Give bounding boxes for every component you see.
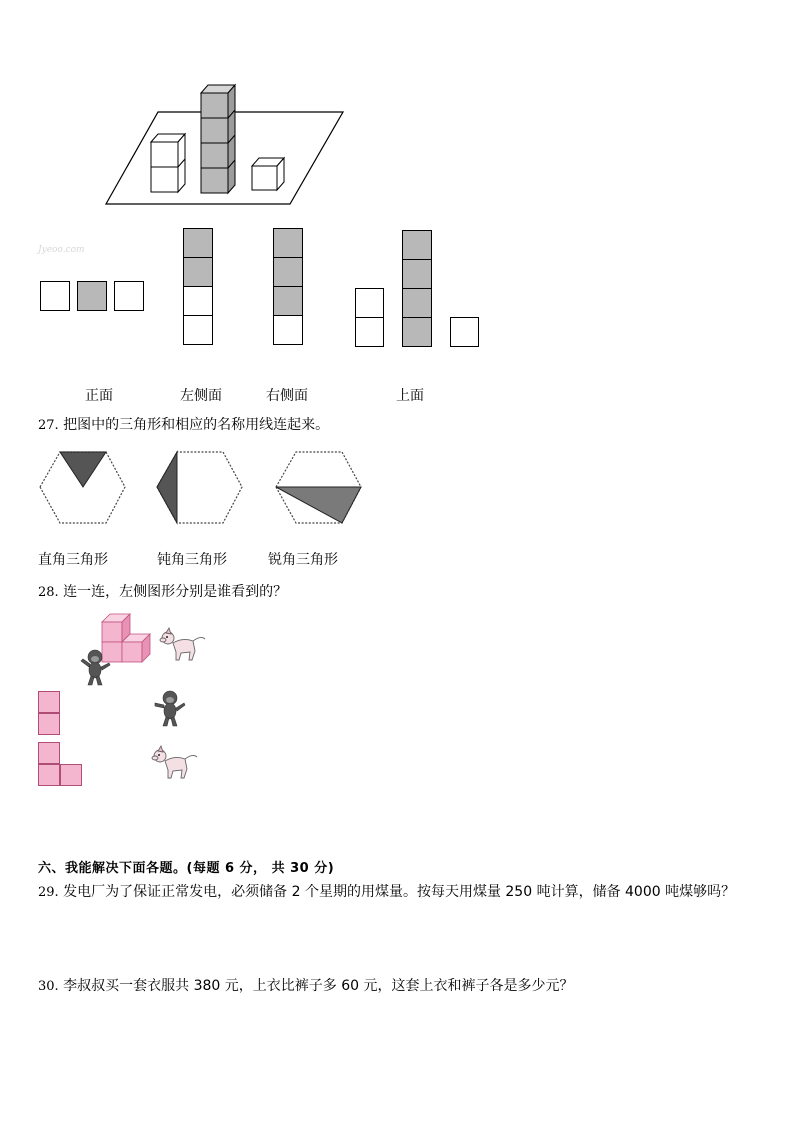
square <box>183 257 213 287</box>
square <box>402 317 432 347</box>
question-text: 李叔叔买一套衣服共 380 元，上衣比裤子多 60 元，这套上衣和裤子各是多少元？ <box>63 978 574 994</box>
question-number: 27. <box>38 418 59 433</box>
square <box>40 281 70 311</box>
square <box>183 286 213 316</box>
square <box>273 315 303 345</box>
square <box>38 764 60 786</box>
square <box>60 764 82 786</box>
label-top: 上面 <box>396 388 424 404</box>
question-number: 28. <box>38 585 59 600</box>
square <box>273 257 303 287</box>
watermark: Jyeoo.com <box>38 245 85 255</box>
square <box>355 288 384 318</box>
label-acute-triangle: 锐角三角形 <box>268 552 338 568</box>
square <box>38 691 60 713</box>
label-front: 正面 <box>85 388 113 404</box>
square <box>273 228 303 258</box>
question-27 <box>38 415 329 436</box>
monkey-icon <box>78 649 114 687</box>
square <box>77 281 107 311</box>
label-left-side: 左侧面 <box>180 388 222 404</box>
label-right-triangle: 直角三角形 <box>38 552 108 568</box>
hexagon-obtuse-triangle <box>155 450 245 526</box>
square <box>402 230 432 260</box>
square <box>38 713 60 735</box>
question-30 <box>38 976 573 997</box>
square <box>38 742 60 764</box>
hexagon-right-triangle <box>38 450 128 526</box>
square <box>183 228 213 258</box>
question-29 <box>38 882 735 903</box>
square <box>273 286 303 316</box>
question-28 <box>38 582 287 603</box>
square <box>183 315 213 345</box>
question-text: 把图中的三角形和相应的名称用线连起来。 <box>63 417 330 433</box>
question-number: 29. <box>38 885 59 900</box>
square <box>450 317 479 347</box>
square <box>402 259 432 289</box>
square <box>114 281 144 311</box>
label-obtuse-triangle: 钝角三角形 <box>157 552 227 568</box>
question-text: 发电厂为了保证正常发电，必须储备 2 个星期的用煤量。按每天用煤量 250 吨计算，储备 4000 吨煤够吗？ <box>63 884 736 900</box>
square <box>355 317 384 347</box>
hexagon-acute-triangle <box>274 450 364 526</box>
section-title: 六、我能解决下面各题。(每题 6 分， 共 30 分) <box>38 861 335 876</box>
dog-icon <box>151 745 199 781</box>
question-text: 连一连，左侧图形分别是谁看到的？ <box>63 584 288 600</box>
cube-stack-middle <box>201 85 235 193</box>
dog-icon <box>159 627 207 663</box>
square <box>402 288 432 318</box>
question-number: 30. <box>38 979 59 994</box>
cube-single-right <box>252 158 284 190</box>
label-right-side: 右侧面 <box>266 388 308 404</box>
cube-stack-figure <box>100 80 350 210</box>
monkey-icon <box>151 690 187 728</box>
cube-stack-left <box>151 134 185 192</box>
